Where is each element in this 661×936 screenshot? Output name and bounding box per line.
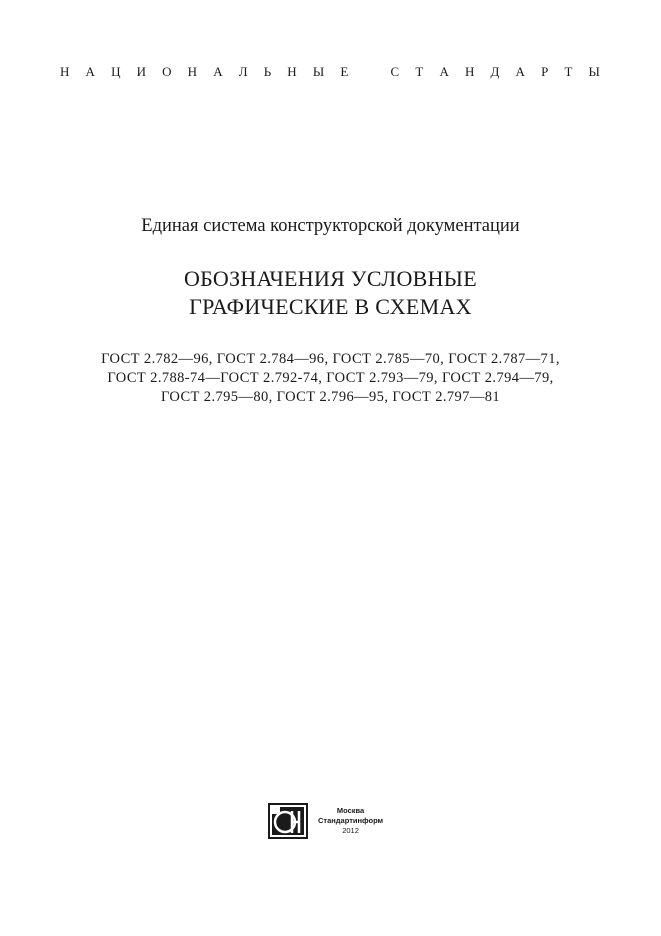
publisher-text: [318, 806, 383, 836]
series-letter: А: [213, 64, 223, 79]
publisher-city: Москва: [336, 806, 365, 815]
series-letter: Ц: [111, 64, 121, 79]
series-letter: С: [390, 64, 400, 79]
standards-line-3: ГОСТ 2.795—80, ГОСТ 2.796—95, ГОСТ 2.797—81: [160, 389, 501, 405]
series-word-gap: [364, 64, 374, 80]
standartinform-logo-icon: [268, 803, 308, 839]
series-letter: Н: [287, 64, 297, 79]
series-letter: И: [136, 64, 146, 79]
series-letter: Н: [60, 64, 70, 79]
standards-line-1: ГОСТ 2.782—96, ГОСТ 2.784—96, ГОСТ 2.785—70, ГОСТ 2.787—71,: [101, 351, 560, 367]
series-letter: Р: [541, 64, 549, 79]
series-letter: А: [85, 64, 95, 79]
series-letter: Е: [340, 64, 349, 79]
series-letter: Н: [187, 64, 198, 79]
series-letter: Л: [238, 64, 248, 79]
series-letter: О: [162, 64, 172, 79]
publisher-year: 2012: [342, 826, 359, 835]
series-letter: Т: [415, 64, 424, 79]
standards-line-2: ГОСТ 2.788-74—ГОСТ 2.792-74, ГОСТ 2.793—79, ГОСТ 2.794—79,: [107, 370, 554, 386]
publisher-block: [268, 803, 383, 839]
series-letter: Н: [464, 64, 475, 79]
series-letter: Ы: [588, 64, 600, 79]
series-letter: Ы: [312, 64, 325, 79]
series-letter: Д: [490, 64, 500, 79]
document-title: [0, 265, 661, 321]
system-title: Единая система конструкторской документации: [141, 216, 520, 236]
title-line-2: ГРАФИЧЕСКИЕ В СХЕМАХ: [189, 294, 472, 319]
series-header: [60, 64, 600, 80]
series-letter: А: [439, 64, 449, 79]
publisher-name: Стандартинформ: [318, 816, 384, 825]
series-letter: Ь: [263, 64, 272, 79]
standards-list: [0, 350, 661, 407]
series-letter: Т: [564, 64, 573, 79]
title-line-1: ОБОЗНАЧЕНИЯ УСЛОВНЫЕ: [183, 266, 478, 291]
series-letter: А: [515, 64, 525, 79]
